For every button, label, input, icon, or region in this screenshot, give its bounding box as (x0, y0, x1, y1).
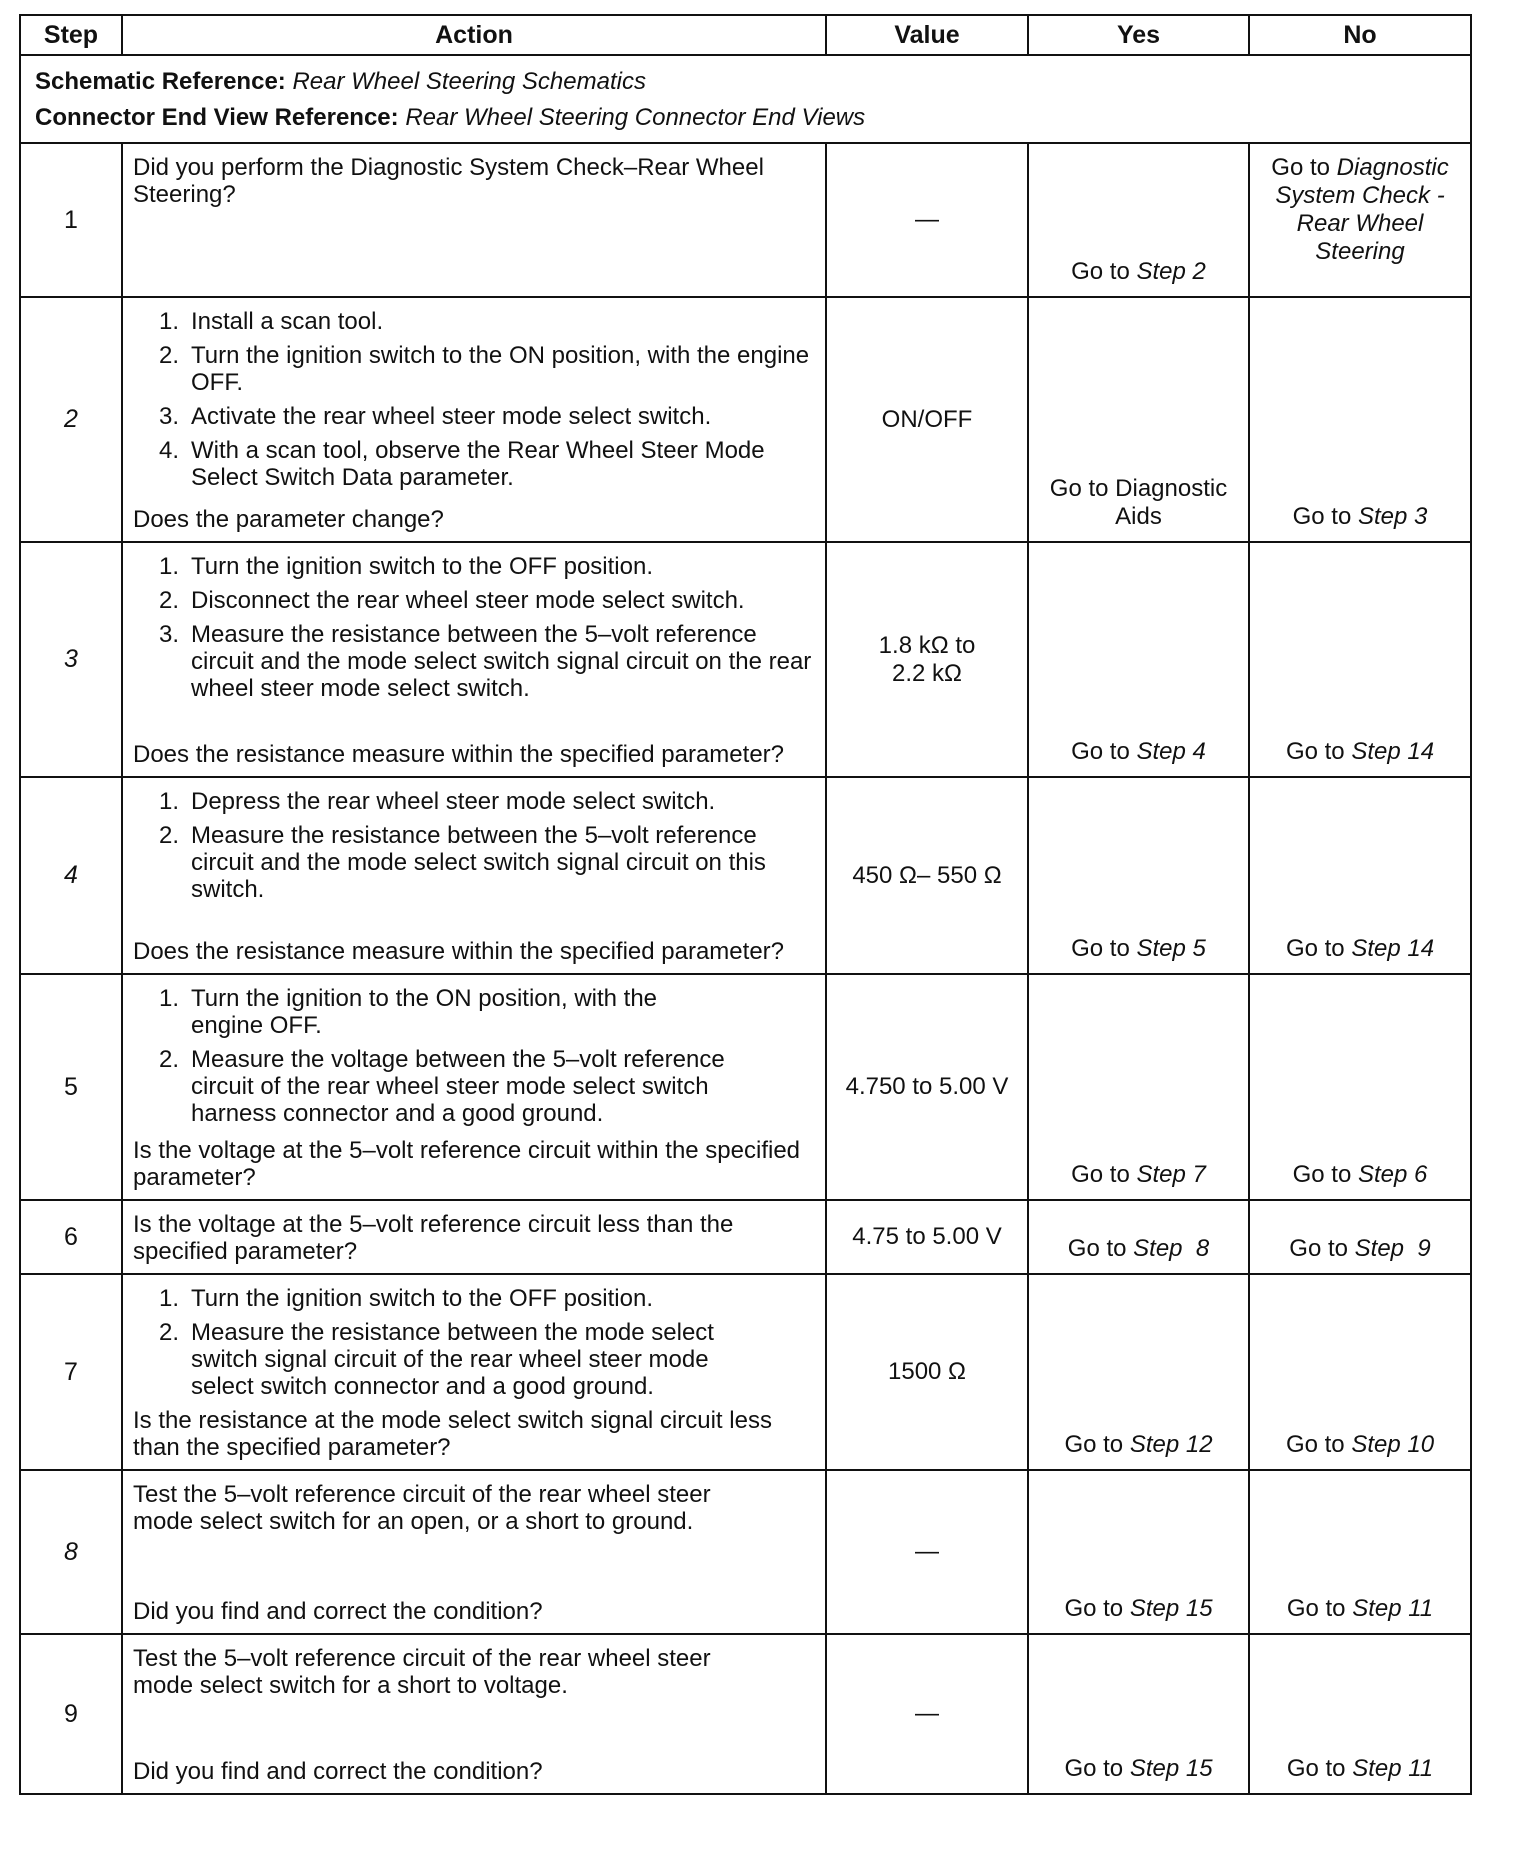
yes-prefix: Go to (1064, 1431, 1130, 1458)
yes-cell (1028, 542, 1249, 777)
action-cell (122, 1200, 826, 1274)
action-step: 2. Measure the resistance between the mode select switch signal circuit of the rear wheel steer mode select switch connector and a good ground. (159, 1319, 714, 1400)
yes-link[interactable]: Step 2 (1136, 258, 1206, 285)
no-cell (1249, 1634, 1471, 1794)
yes-cell (1028, 297, 1249, 542)
no-prefix: Go to (1285, 738, 1352, 765)
action-steps (133, 788, 815, 903)
action-step: 1. Turn the ignition switch to the OFF position. (159, 1285, 653, 1312)
no-cell (1249, 143, 1471, 297)
action-steps (133, 308, 815, 491)
yes-prefix: Go to (1067, 1235, 1134, 1262)
yes-cell (1028, 1470, 1249, 1634)
yes-link[interactable]: Step 15 (1129, 1595, 1213, 1622)
action-step: 1. Depress the rear wheel steer mode select switch. (159, 788, 716, 815)
no-prefix: Go to (1292, 503, 1358, 530)
action-step: 2. Measure the resistance between the 5–volt reference circuit and the mode select switch signal circuit on this switch. (159, 822, 766, 903)
yes-link[interactable]: Step 5 (1136, 935, 1206, 962)
yes-cell (1028, 1274, 1249, 1470)
no-prefix: Go to (1271, 154, 1337, 181)
step-number: 6 (20, 1200, 122, 1274)
step-number: 9 (20, 1634, 122, 1794)
step-number: 8 (20, 1470, 122, 1634)
step-row-2 (20, 297, 1471, 542)
no-prefix: Go to (1292, 1161, 1358, 1188)
yes-link[interactable]: Step 15 (1129, 1755, 1213, 1782)
yes-prefix: Go to (1071, 935, 1137, 962)
action-step: 2. Turn the ignition switch to the ON position, with the engine OFF. (159, 342, 810, 396)
action-steps (133, 1285, 815, 1400)
no-prefix: Go to (1286, 1755, 1353, 1782)
no-prefix: Go to (1285, 935, 1352, 962)
action-text: Test the 5–volt reference circuit of the rear wheel steer mode select switch for a short to voltage. (133, 1645, 711, 1699)
step-number: 1 (20, 143, 122, 297)
no-cell (1249, 974, 1471, 1200)
step-number: 2 (20, 297, 122, 542)
action-question: Did you find and correct the condition? (133, 1758, 543, 1785)
schematic-reference (35, 64, 1456, 100)
step-row-3 (20, 542, 1471, 777)
yes-prefix: Go to (1064, 1595, 1130, 1622)
step-row-7 (20, 1274, 1471, 1470)
step-row-9 (20, 1634, 1471, 1794)
no-prefix: Go to (1286, 1595, 1353, 1622)
action-question: Does the resistance measure within the specified parameter? (133, 741, 784, 768)
no-cell (1249, 1274, 1471, 1470)
diagnostic-table (19, 14, 1472, 1795)
header-value: Value (826, 15, 1028, 55)
no-prefix: Go to (1285, 1431, 1352, 1458)
action-question: Is the voltage at the 5–volt reference circuit within the specified parameter? (133, 1137, 801, 1191)
step-number: 4 (20, 777, 122, 974)
yes-cell (1028, 1634, 1249, 1794)
action-cell (122, 297, 826, 542)
action-cell (122, 1634, 826, 1794)
action-cell (122, 542, 826, 777)
yes-link[interactable]: Step 7 (1136, 1161, 1206, 1188)
connector-reference (35, 100, 1456, 136)
step-number: 7 (20, 1274, 122, 1470)
action-cell (122, 143, 826, 297)
value-cell: 4.750 to 5.00 V (826, 974, 1028, 1200)
action-step: 2. Measure the voltage between the 5–volt reference circuit of the rear wheel steer mode select switch harness connector and a good ground. (159, 1046, 725, 1127)
action-cell (122, 1470, 826, 1634)
schematic-reference-link[interactable]: Rear Wheel Steering Schematics (292, 68, 646, 95)
no-cell (1249, 297, 1471, 542)
header-action: Action (122, 15, 826, 55)
action-text: Test the 5–volt reference circuit of the rear wheel steer mode select switch for an open, or a short to ground. (133, 1481, 711, 1535)
value-cell: ON/OFF (826, 297, 1028, 542)
reference-row (20, 55, 1471, 143)
value-cell: 450 Ω– 550 Ω (826, 777, 1028, 974)
step-row-6 (20, 1200, 1471, 1274)
value-cell: — (826, 1470, 1028, 1634)
no-link[interactable]: Step 14 (1351, 738, 1435, 765)
yes-cell (1028, 143, 1249, 297)
header-step: Step (20, 15, 122, 55)
no-link[interactable]: Step 11 (1352, 1755, 1434, 1782)
header-no: No (1249, 15, 1471, 55)
action-text: Did you perform the Diagnostic System Check–Rear Wheel Steering? (133, 154, 764, 208)
action-step: 1. Install a scan tool. (159, 308, 384, 335)
no-link[interactable]: Step 9 (1354, 1235, 1431, 1262)
yes-link[interactable]: Step 4 (1136, 738, 1206, 765)
value-cell: 1500 Ω (826, 1274, 1028, 1470)
value-cell: — (826, 1634, 1028, 1794)
schematic-reference-label: Schematic Reference: (35, 68, 286, 95)
action-question: Does the parameter change? (133, 506, 444, 533)
no-link[interactable]: Step 6 (1357, 1161, 1428, 1188)
yes-cell (1028, 777, 1249, 974)
no-link[interactable]: Step 10 (1351, 1431, 1435, 1458)
step-number: 5 (20, 974, 122, 1200)
action-steps (133, 985, 815, 1127)
no-link[interactable]: Step 14 (1351, 935, 1435, 962)
value-cell: — (826, 143, 1028, 297)
value-cell: 4.75 to 5.00 V (826, 1200, 1028, 1274)
no-link[interactable]: Step 3 (1357, 503, 1428, 530)
action-cell (122, 974, 826, 1200)
action-step: 1. Turn the ignition to the ON position, with the engine OFF. (159, 985, 658, 1039)
action-step: 3. Activate the rear wheel steer mode select switch. (159, 403, 712, 430)
reference-cell (20, 55, 1471, 143)
yes-prefix: Go to (1071, 258, 1137, 285)
step-row-5 (20, 974, 1471, 1200)
header-yes: Yes (1028, 15, 1249, 55)
connector-reference-label: Connector End View Reference: (35, 104, 399, 131)
action-text: Is the voltage at the 5–volt reference circuit less than the specified parameter? (133, 1211, 734, 1265)
yes-cell (1028, 1200, 1249, 1274)
no-cell (1249, 777, 1471, 974)
action-step: 3. Measure the resistance between the 5–volt reference circuit and the mode select switch signal circuit on the rear wheel steer mode select switch. (159, 621, 812, 702)
yes-link[interactable]: Step 8 (1133, 1235, 1210, 1262)
yes-prefix: Go to (1071, 1161, 1137, 1188)
action-question: Is the resistance at the mode select switch signal circuit less than the specified parameter? (133, 1407, 772, 1461)
step-row-8 (20, 1470, 1471, 1634)
action-step: 4. With a scan tool, observe the Rear Wheel Steer Mode Select Switch Data parameter. (159, 437, 765, 491)
step-row-4 (20, 777, 1471, 974)
no-cell (1249, 1200, 1471, 1274)
yes-link[interactable]: Go to Diagnostic Aids (1049, 475, 1228, 530)
action-cell (122, 777, 826, 974)
no-link[interactable]: Diagnostic System Check - Rear Wheel Steering (1275, 154, 1449, 265)
header-row (20, 15, 1471, 55)
yes-prefix: Go to (1064, 1755, 1130, 1782)
no-cell (1249, 1470, 1471, 1634)
no-cell (1249, 542, 1471, 777)
action-step: 2. Disconnect the rear wheel steer mode select switch. (159, 587, 745, 614)
action-question: Does the resistance measure within the specified parameter? (133, 938, 784, 965)
step-number: 3 (20, 542, 122, 777)
action-step: 1. Turn the ignition switch to the OFF position. (159, 553, 653, 580)
action-cell (122, 1274, 826, 1470)
step-row-1 (20, 143, 1471, 297)
yes-link[interactable]: Step 12 (1129, 1431, 1213, 1458)
no-prefix: Go to (1289, 1235, 1355, 1262)
action-question: Did you find and correct the condition? (133, 1598, 543, 1625)
yes-cell (1028, 974, 1249, 1200)
connector-reference-link[interactable]: Rear Wheel Steering Connector End Views (405, 104, 866, 131)
no-link[interactable]: Step 11 (1352, 1595, 1434, 1622)
yes-prefix: Go to (1071, 738, 1137, 765)
value-cell: 1.8 kΩ to 2.2 kΩ (826, 542, 1028, 777)
action-steps (133, 553, 815, 702)
